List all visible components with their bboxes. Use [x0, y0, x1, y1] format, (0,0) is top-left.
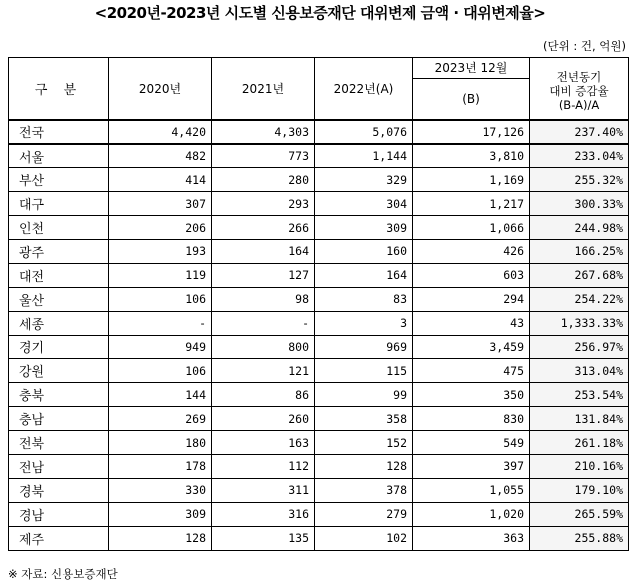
- header-yoy-line2: 대비 증감율: [549, 83, 609, 98]
- value-2022-cell: 378: [315, 478, 413, 502]
- region-cell: 충북: [9, 383, 109, 407]
- table-row: [9, 454, 629, 478]
- value-2020-cell: 180: [109, 431, 212, 455]
- region-cell: 경남: [9, 502, 109, 526]
- value-2023-cell: 549: [413, 431, 530, 455]
- value-2023-cell: 475: [413, 359, 530, 383]
- value-2021-cell: 280: [212, 168, 315, 192]
- value-2020-cell: 307: [109, 192, 212, 216]
- value-2021-cell: 4,303: [212, 120, 315, 144]
- value-2022-cell: 329: [315, 168, 413, 192]
- value-2021-cell: 800: [212, 335, 315, 359]
- value-2021-cell: 316: [212, 502, 315, 526]
- unit-note: (단위 : 건, 억원): [542, 39, 626, 53]
- region-cell: 경북: [9, 478, 109, 502]
- value-2021-cell: 311: [212, 478, 315, 502]
- value-2020-cell: -: [109, 311, 212, 335]
- value-2023-cell: 350: [413, 383, 530, 407]
- value-2023-cell: 17,126: [413, 120, 530, 144]
- value-2021-cell: 266: [212, 216, 315, 240]
- value-2023-cell: 363: [413, 526, 530, 550]
- value-2021-cell: 773: [212, 144, 315, 168]
- yoy-rate-cell: 237.40%: [530, 120, 629, 144]
- yoy-rate-cell: 179.10%: [530, 478, 629, 502]
- region-cell: 광주: [9, 239, 109, 263]
- header-yoy-line3: (B-A)/A: [558, 97, 600, 112]
- value-2020-cell: 178: [109, 454, 212, 478]
- value-2021-cell: 260: [212, 407, 315, 431]
- yoy-rate-cell: 255.32%: [530, 168, 629, 192]
- table-row: [9, 335, 629, 359]
- value-2022-cell: 304: [315, 192, 413, 216]
- value-2023-cell: 603: [413, 263, 530, 287]
- header-2020: 2020년: [109, 58, 212, 121]
- yoy-rate-cell: 267.68%: [530, 263, 629, 287]
- value-2022-cell: 160: [315, 239, 413, 263]
- value-2022-cell: 99: [315, 383, 413, 407]
- table-row: [9, 502, 629, 526]
- value-2020-cell: 193: [109, 239, 212, 263]
- table-row: [9, 287, 629, 311]
- region-cell: 강원: [9, 359, 109, 383]
- value-2020-cell: 309: [109, 502, 212, 526]
- value-2021-cell: 163: [212, 431, 315, 455]
- value-2022-cell: 102: [315, 526, 413, 550]
- region-cell: 전북: [9, 431, 109, 455]
- value-2023-cell: 1,020: [413, 502, 530, 526]
- table-title: <2020년-2023년 시도별 신용보증재단 대위변제 금액 · 대위변제율>: [94, 4, 546, 22]
- table-row: [9, 526, 629, 550]
- value-2021-cell: 86: [212, 383, 315, 407]
- source-note: ※ 자료: 신용보증재단: [8, 567, 118, 581]
- value-2021-cell: 98: [212, 287, 315, 311]
- yoy-rate-cell: 313.04%: [530, 359, 629, 383]
- header-2023-month: 2023년 12월: [413, 58, 529, 79]
- table-row: [9, 168, 629, 192]
- value-2022-cell: 358: [315, 407, 413, 431]
- yoy-rate-cell: 261.18%: [530, 431, 629, 455]
- value-2023-cell: 830: [413, 407, 530, 431]
- value-2023-cell: 426: [413, 239, 530, 263]
- header-2023: [413, 58, 530, 121]
- region-cell: 울산: [9, 287, 109, 311]
- header-row: [9, 58, 629, 121]
- region-cell: 제주: [9, 526, 109, 550]
- yoy-rate-cell: 244.98%: [530, 216, 629, 240]
- value-2023-cell: 3,810: [413, 144, 530, 168]
- table-row: [9, 311, 629, 335]
- table-row: [9, 407, 629, 431]
- table-row: [9, 478, 629, 502]
- table-row: [9, 192, 629, 216]
- value-2022-cell: 83: [315, 287, 413, 311]
- region-cell: 인천: [9, 216, 109, 240]
- value-2023-cell: 1,169: [413, 168, 530, 192]
- table-row: [9, 431, 629, 455]
- table-row: [9, 120, 629, 144]
- subrogation-table: [8, 57, 629, 551]
- yoy-rate-cell: 300.33%: [530, 192, 629, 216]
- yoy-rate-cell: 255.88%: [530, 526, 629, 550]
- region-cell: 전남: [9, 454, 109, 478]
- value-2023-cell: 43: [413, 311, 530, 335]
- value-2023-cell: 1,066: [413, 216, 530, 240]
- value-2021-cell: 164: [212, 239, 315, 263]
- value-2021-cell: 135: [212, 526, 315, 550]
- table-row: [9, 239, 629, 263]
- header-2021: 2021년: [212, 58, 315, 121]
- value-2022-cell: 279: [315, 502, 413, 526]
- yoy-rate-cell: 253.54%: [530, 383, 629, 407]
- header-region: 구 분: [9, 58, 109, 121]
- region-cell: 세종: [9, 311, 109, 335]
- region-cell: 대전: [9, 263, 109, 287]
- value-2020-cell: 206: [109, 216, 212, 240]
- value-2023-cell: 397: [413, 454, 530, 478]
- yoy-rate-cell: 166.25%: [530, 239, 629, 263]
- value-2021-cell: 127: [212, 263, 315, 287]
- value-2022-cell: 1,144: [315, 144, 413, 168]
- region-cell: 대구: [9, 192, 109, 216]
- value-2021-cell: -: [212, 311, 315, 335]
- value-2022-cell: 164: [315, 263, 413, 287]
- value-2022-cell: 128: [315, 454, 413, 478]
- value-2023-cell: 294: [413, 287, 530, 311]
- value-2020-cell: 144: [109, 383, 212, 407]
- yoy-rate-cell: 131.84%: [530, 407, 629, 431]
- value-2023-cell: 1,217: [413, 192, 530, 216]
- region-cell: 서울: [9, 144, 109, 168]
- value-2020-cell: 119: [109, 263, 212, 287]
- value-2021-cell: 112: [212, 454, 315, 478]
- region-cell: 충남: [9, 407, 109, 431]
- header-yoy-rate: [530, 58, 629, 121]
- value-2020-cell: 106: [109, 287, 212, 311]
- value-2020-cell: 4,420: [109, 120, 212, 144]
- table-row: [9, 383, 629, 407]
- value-2020-cell: 949: [109, 335, 212, 359]
- value-2022-cell: 309: [315, 216, 413, 240]
- region-cell: 경기: [9, 335, 109, 359]
- yoy-rate-cell: 265.59%: [530, 502, 629, 526]
- value-2022-cell: 3: [315, 311, 413, 335]
- value-2021-cell: 121: [212, 359, 315, 383]
- value-2023-cell: 1,055: [413, 478, 530, 502]
- table-row: [9, 216, 629, 240]
- value-2020-cell: 482: [109, 144, 212, 168]
- value-2022-cell: 152: [315, 431, 413, 455]
- yoy-rate-cell: 1,333.33%: [530, 311, 629, 335]
- region-cell: 전국: [9, 120, 109, 144]
- yoy-rate-cell: 233.04%: [530, 144, 629, 168]
- yoy-rate-cell: 256.97%: [530, 335, 629, 359]
- table-row: [9, 359, 629, 383]
- header-2022: 2022년(A): [315, 58, 413, 121]
- yoy-rate-cell: 254.22%: [530, 287, 629, 311]
- value-2022-cell: 115: [315, 359, 413, 383]
- value-2020-cell: 106: [109, 359, 212, 383]
- value-2023-cell: 3,459: [413, 335, 530, 359]
- header-yoy-line1: 전년동기: [556, 69, 602, 84]
- value-2020-cell: 269: [109, 407, 212, 431]
- region-cell: 부산: [9, 168, 109, 192]
- value-2020-cell: 128: [109, 526, 212, 550]
- table-row: [9, 263, 629, 287]
- value-2022-cell: 5,076: [315, 120, 413, 144]
- header-2023-b: (B): [462, 92, 480, 106]
- value-2021-cell: 293: [212, 192, 315, 216]
- value-2020-cell: 330: [109, 478, 212, 502]
- value-2022-cell: 969: [315, 335, 413, 359]
- table-row: [9, 144, 629, 168]
- yoy-rate-cell: 210.16%: [530, 454, 629, 478]
- value-2020-cell: 414: [109, 168, 212, 192]
